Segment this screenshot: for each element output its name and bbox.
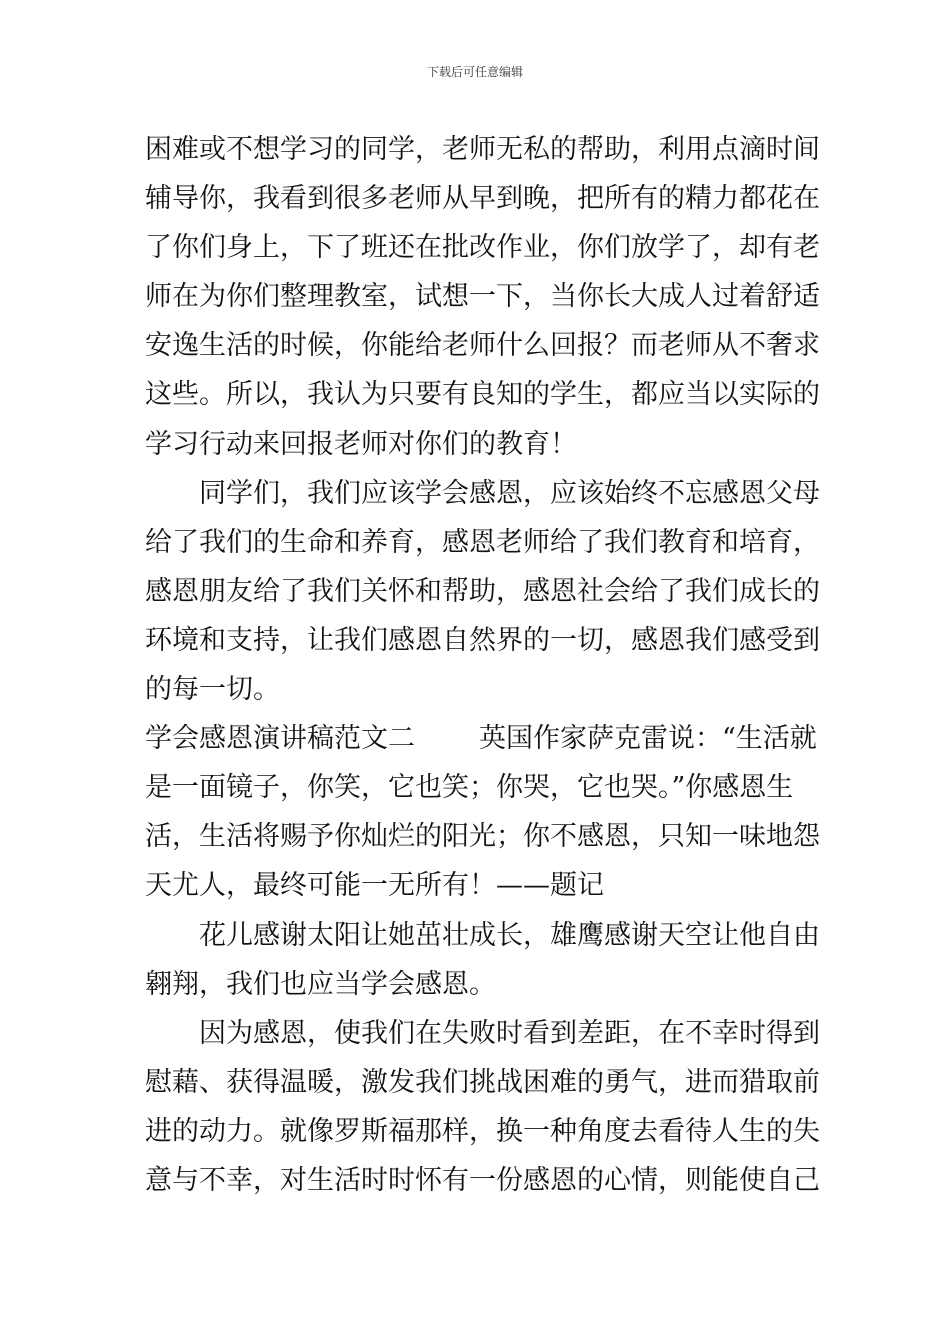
- page-header: 下载后可任意编辑: [426, 65, 523, 79]
- text-line: 安逸生活的时候，你能给老师什么回报？而老师从不奢求: [145, 330, 820, 362]
- section-first-text: 英国作家萨克雷说：“生活就: [479, 723, 817, 755]
- text-line: 学习行动来回报老师对你们的教育！: [145, 428, 577, 460]
- paragraph-start-line: 同学们，我们应该学会感恩，应该始终不忘感恩父母: [199, 477, 820, 509]
- text-line: 的每一切。: [145, 674, 280, 706]
- paragraph-start-line: 花儿感谢太阳让她茁壮成长，雄鹰感谢天空让他自由: [199, 919, 820, 951]
- text-line: 进的动力。就像罗斯福那样，换一种角度去看待人生的失: [145, 1115, 820, 1147]
- text-line: 给了我们的生命和养育，感恩老师给了我们教育和培育，: [145, 526, 820, 558]
- text-line: 了你们身上，下了班还在批改作业，你们放学了，却有老: [145, 232, 820, 264]
- text-line: 活，生活将赐予你灿烂的阳光；你不感恩，只知一味地怨: [145, 821, 820, 853]
- text-line: 天尤人，最终可能一无所有！——题记: [145, 870, 604, 902]
- paragraph-start-line: 因为感恩，使我们在失败时看到差距，在不幸时得到: [199, 1017, 820, 1049]
- text-line: 意与不幸，对生活时时怀有一份感恩的心情，则能使自己: [145, 1164, 820, 1196]
- document-body: [145, 125, 820, 1205]
- section-title-line: [145, 714, 817, 763]
- text-line: 慰藉、获得温暖，激发我们挑战困难的勇气，进而猎取前: [145, 1066, 820, 1098]
- text-line: 是一面镜子，你笑，它也笑；你哭，它也哭。”你感恩生: [145, 772, 794, 804]
- text-line: 这些。所以，我认为只要有良知的学生，都应当以实际的: [145, 379, 820, 411]
- text-line: 困难或不想学习的同学，老师无私的帮助，利用点滴时间: [145, 134, 820, 165]
- text-line: 感恩朋友给了我们关怀和帮助，感恩社会给了我们成长的: [145, 575, 820, 607]
- text-line: 辅导你，我看到很多老师从早到晚，把所有的精力都花在: [145, 183, 820, 215]
- text-line: 翱翔，我们也应当学会感恩。: [145, 968, 496, 1000]
- section-title: 学会感恩演讲稿范文二: [145, 723, 415, 755]
- text-line: 环境和支持，让我们感恩自然界的一切，感恩我们感受到: [145, 624, 820, 656]
- text-line: 师在为你们整理教室，试想一下，当你长大成人过着舒适: [145, 281, 820, 313]
